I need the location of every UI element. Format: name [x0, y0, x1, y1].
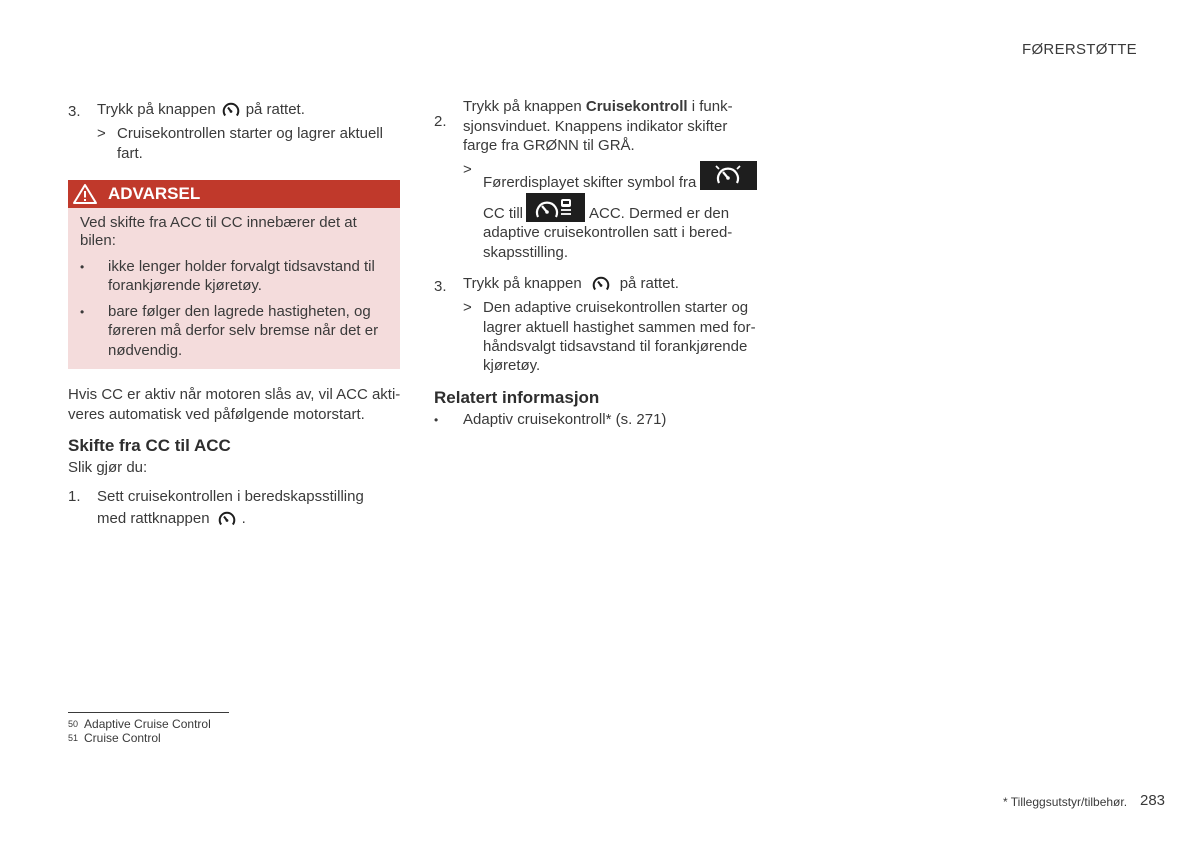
warning-bullet-2-dot: •: [80, 305, 85, 319]
right-step2-result-line2: [483, 204, 523, 224]
right-step3-text: [463, 274, 679, 294]
speedometer-icon: [222, 101, 240, 119]
right-step2-result-line4: skapsstilling.: [483, 244, 569, 261]
left-step3-number: 3.: [68, 103, 81, 120]
warning-bullet-1-dot: •: [80, 260, 85, 274]
right-step2-result-line2-after: ACC. Dermed er den: [589, 205, 730, 222]
warning-triangle-icon: [72, 183, 98, 205]
related-link[interactable]: Adaptiv cruisekontroll* (s. 271): [463, 411, 667, 428]
paragraph-line1: Hvis CC er aktiv når motoren slås av, vil ACC akti-: [68, 386, 401, 403]
warning-title: ADVARSEL: [108, 184, 201, 204]
footnote-51: [68, 731, 161, 745]
related-heading: Relatert informasjon: [434, 388, 600, 407]
warning-bullet-2-line1: bare følger den lagrede hastigheten, og: [108, 303, 371, 320]
footnote-divider: [68, 712, 229, 713]
left-step1-number: 1.: [68, 488, 81, 505]
right-step2-line1-before: Trykk på knappen: [463, 98, 582, 115]
right-step2-number: 2.: [434, 113, 447, 130]
right-step3-number: 3.: [434, 278, 447, 295]
warning-body: [68, 208, 400, 369]
right-step2-line3: farge fra GRØNN til GRÅ.: [463, 137, 635, 154]
footnote-51-number: 51: [68, 733, 79, 743]
left-step3-result-line1: Cruisekontrollen starter og lagrer aktuell: [117, 125, 383, 142]
page-number: 283: [1140, 792, 1166, 809]
right-step3-result-line3: håndsvalgt tidsavstand til forankjørende: [483, 338, 748, 355]
right-step2-result-line3: adaptive cruisekontrollen satt i bered-: [483, 224, 733, 241]
warning-intro-line2: bilen:: [80, 232, 116, 249]
right-step3-result-line4: kjøretøy.: [483, 357, 541, 374]
right-step2-result-marker: >: [463, 161, 472, 178]
right-step2-line2: sjonsvinduet. Knappens indikator skifter: [463, 118, 728, 135]
left-step3-result-line2: fart.: [117, 145, 143, 162]
right-step3-result-line1: Den adaptive cruisekontrollen starter og: [483, 299, 749, 316]
warning-bullet-1-line2: forankjørende kjøretøy.: [108, 277, 262, 294]
footnote-50-number: 50: [68, 719, 79, 729]
section-header: FØRERSTØTTE: [1022, 41, 1137, 58]
warning-intro-line1: Ved skifte fra ACC til CC innebærer det at: [80, 214, 357, 231]
left-step3-text-after: på rattet.: [245, 101, 305, 118]
warning-bullet-2-line2: føreren må derfor selv bremse når det er: [108, 322, 379, 339]
left-step3-text-before: Trykk på knappen: [97, 101, 216, 118]
right-step3-result-marker: >: [463, 299, 472, 316]
warning-bullet-1-line1: ikke lenger holder forvalgt tidsavstand til: [108, 258, 375, 275]
footnote-50-text: Adaptive Cruise Control: [84, 717, 211, 731]
right-step3-text-before: Trykk på knappen: [463, 275, 582, 292]
footnote-50: [68, 717, 211, 731]
left-step1-line1: Sett cruisekontrollen i beredskapsstilling: [97, 488, 364, 505]
cc-display-symbol-icon: [700, 161, 757, 190]
right-step3-text-after: på rattet.: [619, 275, 679, 292]
right-step3-result-line2: lagrer aktuell hastighet sammen med for-: [483, 319, 756, 336]
left-step1-line2: [97, 509, 246, 529]
warning-bullet-2-line3: nødvendig.: [108, 342, 183, 359]
right-step2-result-line2-before: CC till: [483, 205, 523, 222]
left-step1-line2-after: .: [241, 510, 246, 527]
subheading-text: Slik gjør du:: [68, 459, 148, 476]
footnote-51-text: Cruise Control: [84, 731, 161, 745]
warning-header: [68, 180, 400, 208]
related-bullet-dot: •: [434, 413, 439, 427]
left-step1-line2-before: med rattknappen: [97, 510, 210, 527]
acc-display-symbol-icon: [526, 193, 585, 222]
footer-note: * Tilleggsutstyr/tilbehør.: [1003, 795, 1128, 809]
left-step3-result-marker: >: [97, 125, 106, 142]
right-step2-result-line1: Førerdisplayet skifter symbol fra: [483, 174, 697, 191]
speedometer-icon: [218, 510, 236, 528]
cruisekontroll-button-label: Cruisekontroll: [585, 98, 688, 115]
right-step2-line1-after: i funk-: [691, 98, 733, 115]
speedometer-icon: [592, 275, 610, 293]
left-step3-text: [97, 100, 305, 120]
right-step2-line1: [463, 97, 733, 117]
paragraph-line2: veres automatisk ved påfølgende motorstart.: [68, 406, 365, 423]
subheading: Skifte fra CC til ACC: [68, 436, 231, 455]
